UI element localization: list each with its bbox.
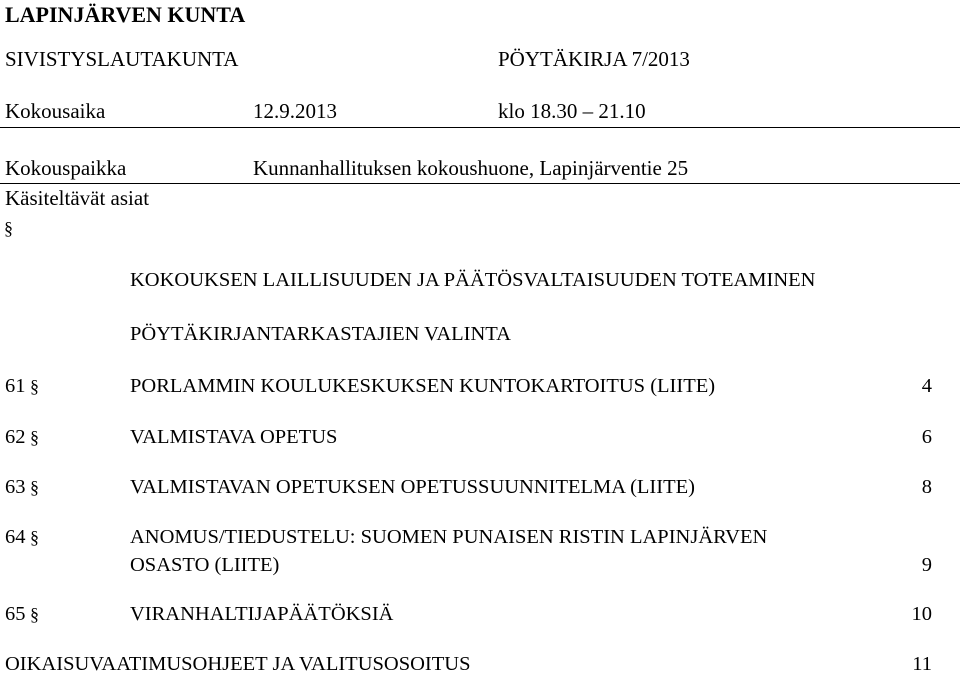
- municipality-title: LAPINJÄRVEN KUNTA: [5, 2, 246, 27]
- agenda-item-page: 6: [921, 426, 932, 448]
- meeting-time: klo 18.30 – 21.10: [498, 99, 646, 123]
- agenda-item-number: 63: [5, 476, 26, 498]
- meeting-place-label: Kokouspaikka: [5, 156, 127, 180]
- agenda-item-page: 4: [921, 375, 932, 397]
- agenda-item-title: PORLAMMIN KOULUKESKUKSEN KUNTOKARTOITUS (LIITE): [130, 375, 716, 397]
- agenda-item-title-continued: OSASTO (LIITE): [130, 554, 280, 576]
- section-symbol: §: [30, 604, 39, 624]
- agenda-item-title: VALMISTAVAN OPETUKSEN OPETUSSUUNNITELMA (LIITE): [130, 476, 695, 498]
- section-symbol-header: §: [4, 218, 13, 238]
- board-name: SIVISTYSLAUTAKUNTA: [5, 47, 239, 71]
- agenda-item-page: 11: [912, 653, 932, 675]
- agenda-item-title: VIRANHALTIJAPÄÄTÖKSIÄ: [130, 603, 394, 625]
- divider-line: [0, 183, 960, 184]
- agenda-item-title: OIKAISUVAATIMUSOHJEET JA VALITUSOSOITUS: [5, 653, 471, 675]
- agenda-item-title: PÖYTÄKIRJANTARKASTAJIEN VALINTA: [130, 323, 511, 345]
- meeting-date: 12.9.2013: [253, 99, 337, 123]
- agenda-item-page: 9: [921, 554, 932, 576]
- agenda-item-title: ANOMUS/TIEDUSTELU: SUOMEN PUNAISEN RISTIN LAPINJÄRVEN: [130, 526, 768, 548]
- meeting-time-label: Kokousaika: [5, 99, 106, 123]
- agenda-item-number: 64: [5, 526, 26, 548]
- agenda-item-number: 62: [5, 426, 26, 448]
- section-symbol: §: [30, 527, 39, 547]
- minutes-number: PÖYTÄKIRJA 7/2013: [498, 47, 690, 71]
- agenda-item-page: 8: [921, 476, 932, 498]
- section-symbol: §: [30, 477, 39, 497]
- agenda-item-number: 65: [5, 603, 26, 625]
- divider-line: [0, 127, 960, 128]
- agenda-item-page: 10: [911, 603, 932, 625]
- section-symbol: §: [30, 376, 39, 396]
- agenda-heading: Käsiteltävät asiat: [5, 186, 150, 210]
- section-symbol: §: [30, 427, 39, 447]
- agenda-item-number: 61: [5, 375, 26, 397]
- agenda-item-title: VALMISTAVA OPETUS: [130, 426, 338, 448]
- meeting-place: Kunnanhallituksen kokoushuone, Lapinjärventie 25: [253, 156, 689, 180]
- agenda-item-title: KOKOUKSEN LAILLISUUDEN JA PÄÄTÖSVALTAISUUDEN TOTEAMINEN: [130, 269, 816, 291]
